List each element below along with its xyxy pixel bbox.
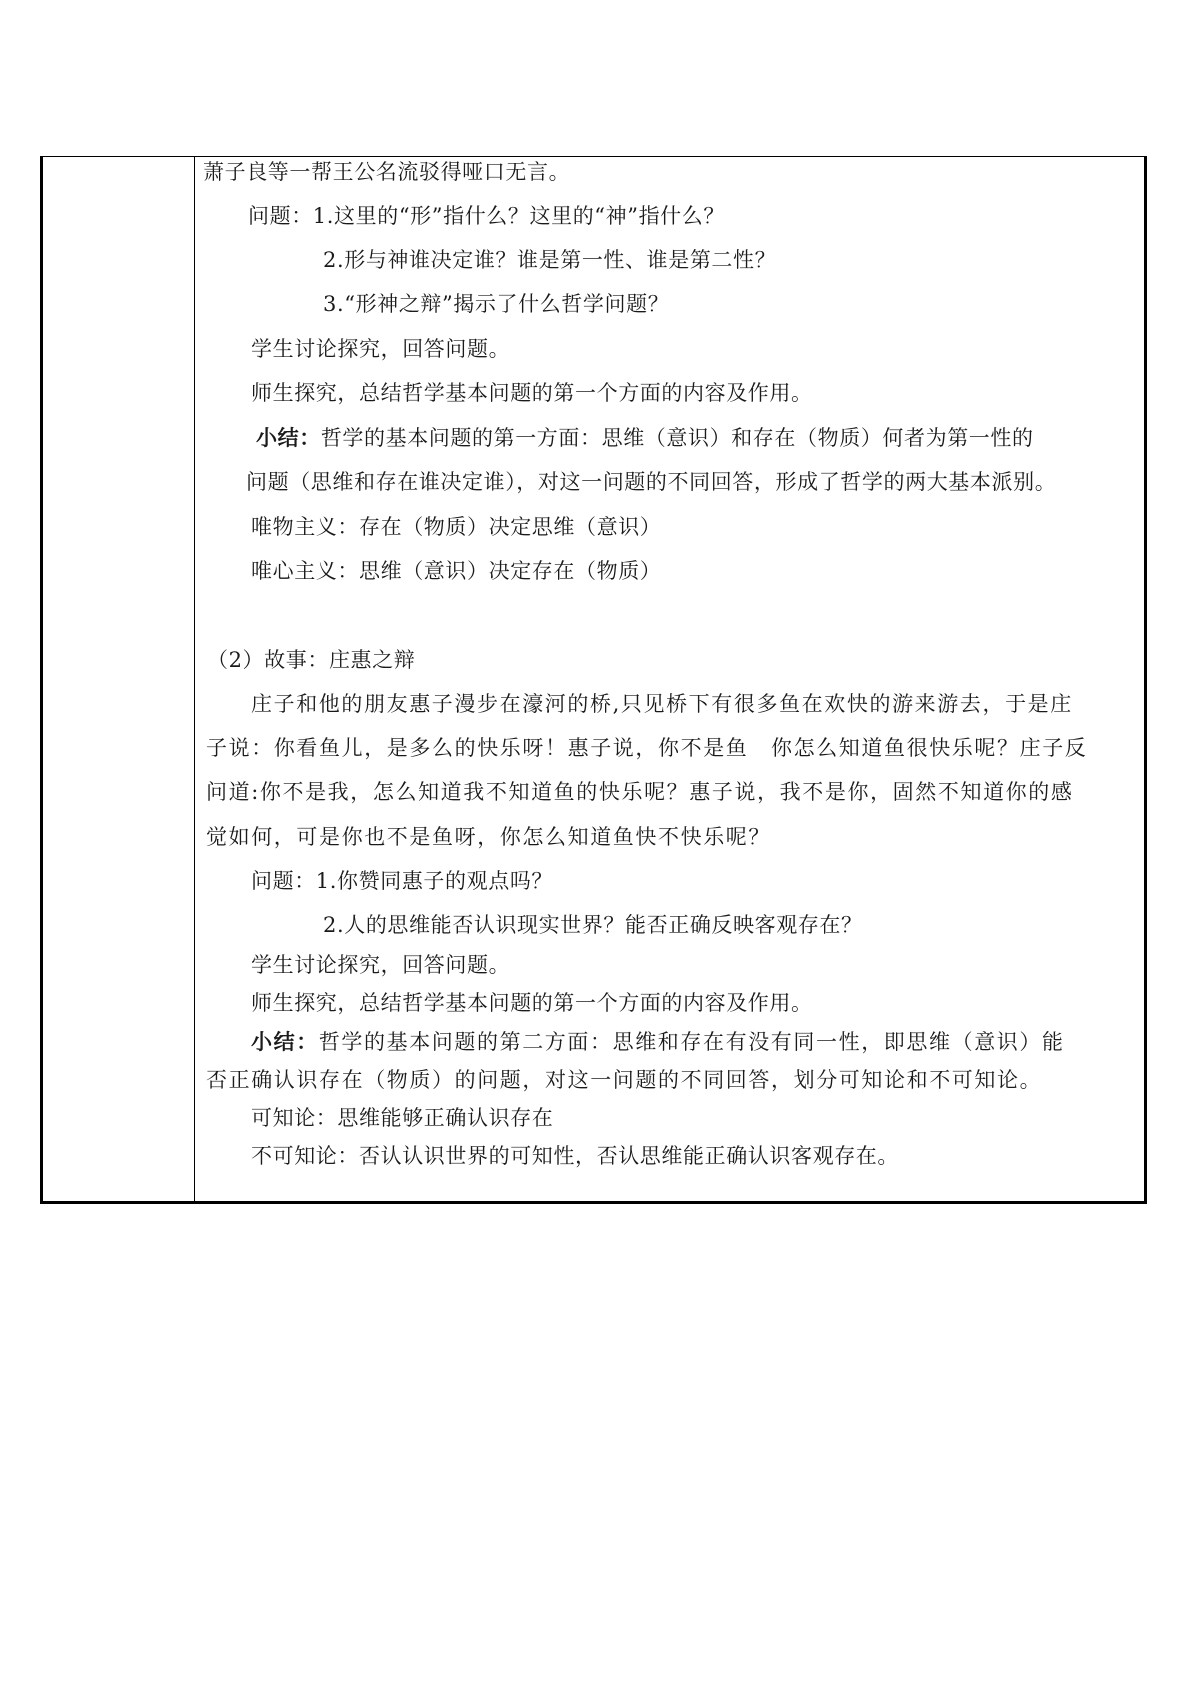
- story-continuation: 萧子良等一帮王公名流驳得哑口无言。: [203, 160, 571, 184]
- question-2: 2.形与神谁决定谁？谁是第一性、谁是第二性？: [323, 248, 777, 272]
- idealism-def: 唯心主义：思维（意识）决定存在（物质）: [251, 559, 662, 583]
- story-line-2: 子说：你看鱼儿，是多么的快乐呀！惠子说，你不是鱼 你怎么知道鱼很快乐呢？庄子反: [206, 736, 1088, 760]
- summary-line-2: 问题（思维和存在谁决定谁），对这一问题的不同回答，形成了哲学的两大基本派别。: [246, 470, 1057, 494]
- explore-line-2: 师生探究，总结哲学基本问题的第一个方面的内容及作用。: [251, 991, 813, 1015]
- question-2b: 2.人的思维能否认识现实世界？能否正确反映客观存在？: [323, 913, 863, 937]
- story-line-1: 庄子和他的朋友惠子漫步在濠河的桥,只见桥下有很多鱼在欢快的游来游去，于是庄: [251, 692, 1073, 716]
- column-divider: [194, 157, 195, 1201]
- summary2-label: 小结：: [251, 1029, 319, 1054]
- question-1b: 问题：1.你赞同惠子的观点吗？: [251, 869, 554, 893]
- summary2-line-1: [251, 1027, 1065, 1057]
- summary2-text: 哲学的基本问题的第二方面：思维和存在有没有同一性，即思维（意识）能: [318, 1030, 1065, 1054]
- summary-text: 哲学的基本问题的第一方面：思维（意识）和存在（物质）何者为第一性的: [320, 426, 1034, 450]
- question-1: 问题：1.这里的“形”指什么？这里的“神”指什么？: [248, 204, 725, 228]
- story-line-4: 觉如何，可是你也不是鱼呀，你怎么知道鱼快不快乐呢？: [206, 825, 771, 849]
- story-heading: （2）故事：庄惠之辩: [207, 648, 416, 672]
- explore-line: 师生探究，总结哲学基本问题的第一个方面的内容及作用。: [251, 381, 813, 405]
- materialism-def: 唯物主义：存在（物质）决定思维（意识）: [251, 515, 662, 539]
- question-3: 3.“形神之辩”揭示了什么哲学问题？: [323, 292, 670, 316]
- summary-label: 小结：: [256, 425, 321, 450]
- knowable-def: 可知论：思维能够正确认识存在: [251, 1106, 554, 1130]
- discuss-line-2: 学生讨论探究，回答问题。: [251, 953, 511, 977]
- story-line-3: 问道:你不是我，怎么知道我不知道鱼的快乐呢？惠子说，我不是你，固然不知道你的感: [206, 780, 1074, 804]
- discuss-line: 学生讨论探究，回答问题。: [251, 337, 511, 361]
- summary2-line-2: 否正确认识存在（物质）的问题，对这一问题的不同回答，划分可知论和不可知论。: [206, 1068, 1043, 1092]
- unknowable-def: 不可知论：否认认识世界的可知性，否认思维能正确认识客观存在。: [251, 1144, 899, 1168]
- summary-line-1: [256, 423, 1034, 453]
